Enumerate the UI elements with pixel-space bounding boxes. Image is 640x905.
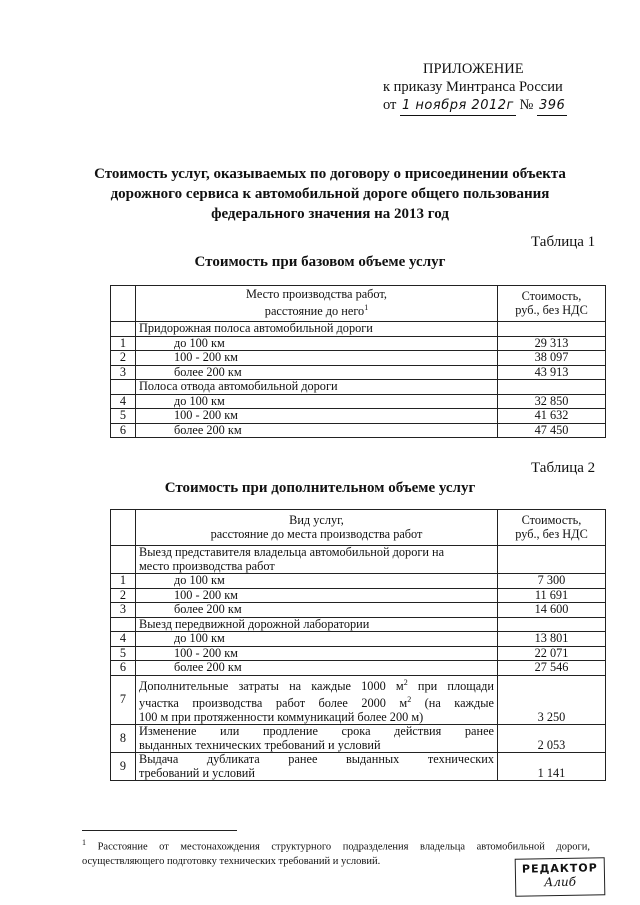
desc-part: (на каждые (411, 696, 494, 711)
row-desc: до 100 км (136, 632, 498, 647)
row-number: 7 (111, 675, 136, 725)
row-number: 5 (111, 646, 136, 661)
row-value: 3 250 (498, 675, 606, 725)
table-cell (498, 322, 606, 337)
date-prefix: от (383, 97, 397, 113)
row-desc: до 100 км (136, 574, 498, 589)
footnote-text: Расстояние от местонахождения структурного подразделения владельца автомобильной дороги, осуществляющего подготовку технических требований и условий. (82, 841, 591, 867)
row-value: 22 071 (498, 646, 606, 661)
table-row (111, 725, 606, 753)
table-header-cell (136, 510, 498, 546)
row-number: 6 (111, 661, 136, 676)
superscript: 2 (407, 695, 412, 705)
table-cell (498, 546, 606, 574)
row-number: 1 (111, 336, 136, 351)
header-text-part: расстояние до него (264, 304, 365, 319)
row-number: 1 (111, 574, 136, 589)
row-value: 41 632 (498, 409, 606, 424)
stamp-label: РЕДАКТОР (521, 861, 598, 876)
handwritten-number: 396 (537, 97, 567, 116)
row-number: 8 (111, 725, 136, 753)
table-row (111, 409, 606, 424)
row-value: 13 801 (498, 632, 606, 647)
row-number: 4 (111, 394, 136, 409)
header-text: расстояние до места производства работ (210, 526, 423, 541)
title-line-3: федерального значения на 2013 год (211, 206, 449, 222)
row-desc-line: 100 м при протяженности коммуникаций более 200 м) (139, 709, 424, 724)
group-label: Придорожная полоса автомобильной дороги (136, 322, 498, 337)
desc-part: при площади (407, 678, 494, 693)
table-row (111, 753, 606, 781)
table-row (111, 632, 606, 647)
table-row (111, 603, 606, 618)
row-number: 2 (111, 588, 136, 603)
row-desc (136, 753, 498, 781)
row-desc-line: требований и условий (139, 765, 255, 780)
row-number: 5 (111, 409, 136, 424)
table-cell (111, 380, 136, 395)
row-desc-line (139, 676, 494, 694)
row-desc: до 100 км (136, 394, 498, 409)
row-value: 43 913 (498, 365, 606, 380)
document-title (80, 164, 580, 224)
row-value: 32 850 (498, 394, 606, 409)
row-desc: 100 - 200 км (136, 588, 498, 603)
row-desc: более 200 км (136, 423, 498, 438)
header-text: руб., без НДС (515, 526, 588, 541)
row-desc-line: Изменение или продление срока действия ранее (139, 724, 494, 739)
row-number: 3 (111, 365, 136, 380)
row-number: 6 (111, 423, 136, 438)
stamp-signature: Алиб (544, 874, 577, 890)
row-desc: 100 - 200 км (136, 409, 498, 424)
table-group-row (111, 546, 606, 574)
appendix-title: ПРИЛОЖЕНИЕ (423, 61, 524, 77)
group-label: Выезд передвижной дорожной лаборатории (136, 617, 498, 632)
table2 (110, 509, 606, 781)
row-desc: более 200 км (136, 603, 498, 618)
table-header-cell (498, 510, 606, 546)
desc-part: Дополнительные затраты на каждые 1000 м (139, 678, 404, 693)
group-label-line: Выезд представителя владельца автомобильной дороги на (139, 545, 445, 559)
title-line-2: дорожного сервиса к автомобильной дороге общего пользования (110, 186, 550, 202)
table-row (111, 365, 606, 380)
editor-stamp (515, 857, 606, 897)
header-text: Стоимость, (521, 513, 582, 527)
appendix-date-line (383, 96, 567, 116)
row-desc-line (139, 693, 494, 711)
appendix-header (383, 60, 567, 116)
row-value: 47 450 (498, 423, 606, 438)
table-header-cell (136, 286, 498, 322)
table-cell (498, 617, 606, 632)
header-text: Стоимость, (521, 289, 582, 303)
title-line-1: Стоимость услуг, оказываемых по договору о присоединении объекта (94, 166, 566, 182)
table1 (110, 285, 606, 438)
row-desc: более 200 км (136, 661, 498, 676)
table-row (111, 646, 606, 661)
table-row (111, 588, 606, 603)
table-group-row (111, 617, 606, 632)
desc-part: участка производства работ более 2000 м (139, 696, 408, 711)
row-desc: 100 - 200 км (136, 351, 498, 366)
table-row (111, 675, 606, 725)
table-cell (498, 380, 606, 395)
row-value: 7 300 (498, 574, 606, 589)
row-value: 29 313 (498, 336, 606, 351)
group-label: Полоса отвода автомобильной дороги (136, 380, 498, 395)
table-group-row (111, 380, 606, 395)
table-row (111, 394, 606, 409)
row-desc (136, 675, 498, 725)
table1-heading: Стоимость при базовом объеме услуг (194, 254, 446, 270)
row-value: 11 691 (498, 588, 606, 603)
header-text: Вид услуг, (289, 513, 344, 527)
table-group-row (111, 322, 606, 337)
superscript: 2 (403, 677, 408, 687)
group-label-line: место производства работ (139, 558, 275, 573)
table-header-cell (111, 510, 136, 546)
row-number: 2 (111, 351, 136, 366)
appendix-order-ref: к приказу Минтранса России (383, 79, 563, 95)
row-number: 9 (111, 753, 136, 781)
table-row (111, 351, 606, 366)
table1-label: Таблица 1 (531, 234, 596, 250)
footnote-ref: 1 (364, 303, 369, 313)
number-prefix: № (519, 97, 534, 113)
row-number: 3 (111, 603, 136, 618)
table2-label: Таблица 2 (531, 460, 596, 476)
table-row (111, 661, 606, 676)
table-row (111, 336, 606, 351)
row-desc: более 200 км (136, 365, 498, 380)
footnote-divider (82, 830, 237, 831)
header-text: руб., без НДС (515, 302, 588, 317)
table2-header-row (111, 510, 606, 546)
table-cell (111, 322, 136, 337)
table-row (111, 574, 606, 589)
row-desc: 100 - 200 км (136, 646, 498, 661)
group-label (136, 546, 498, 574)
header-text: Место производства работ, (246, 286, 387, 301)
table-row (111, 423, 606, 438)
row-desc (136, 725, 498, 753)
footnote-mark: 1 (82, 838, 86, 847)
row-value: 14 600 (498, 603, 606, 618)
row-number: 4 (111, 632, 136, 647)
row-value: 1 141 (498, 753, 606, 781)
table-header-cell (498, 286, 606, 322)
row-value: 27 546 (498, 661, 606, 676)
row-value: 38 097 (498, 351, 606, 366)
table-header-cell (111, 286, 136, 322)
row-desc: до 100 км (136, 336, 498, 351)
row-desc-line: Выдача дубликата ранее выданных технических (139, 752, 494, 767)
row-value: 2 053 (498, 725, 606, 753)
table-cell (111, 617, 136, 632)
header-text (139, 301, 494, 319)
row-desc-line: выданных технических требований и условий (139, 737, 381, 752)
handwritten-date: 1 ноября 2012г (400, 97, 516, 116)
table2-heading: Стоимость при дополнительном объеме услуг (164, 480, 476, 496)
table-cell (111, 546, 136, 574)
table1-header-row (111, 286, 606, 322)
